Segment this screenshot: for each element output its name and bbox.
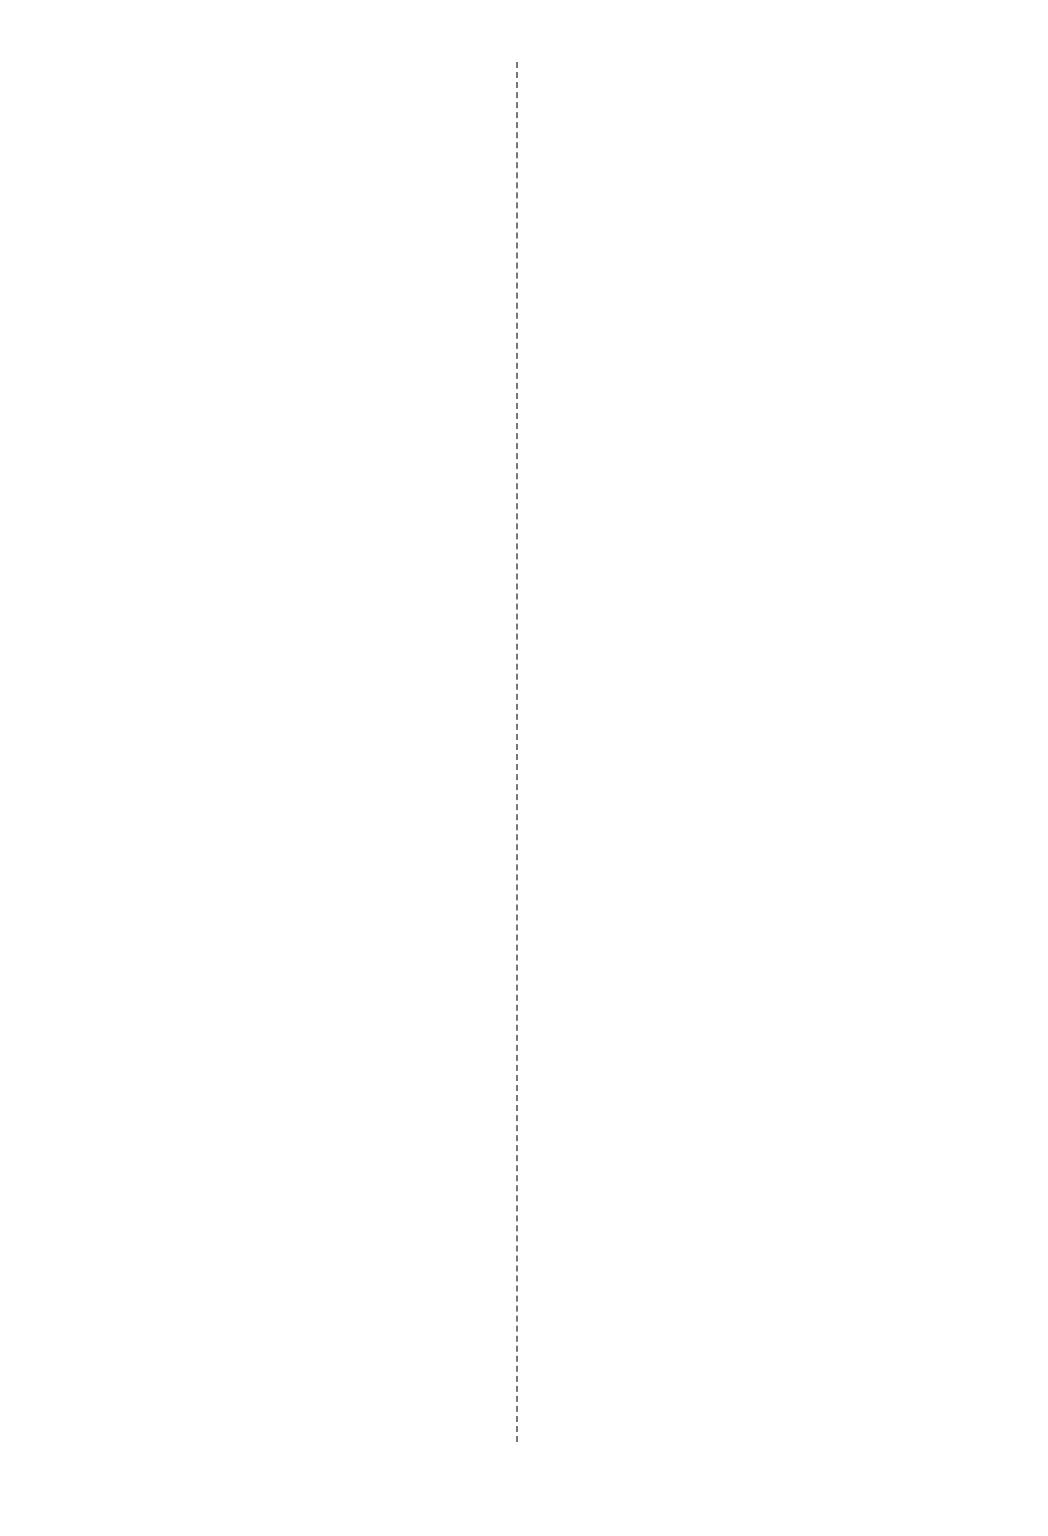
answer-line: [58, 215, 498, 240]
answer-line: [58, 924, 498, 949]
page-footer: [40, 1456, 940, 1494]
answer-line: [58, 469, 498, 494]
answer-line: [58, 1402, 498, 1427]
answer-line: [58, 519, 498, 544]
section-heading: [58, 645, 498, 672]
answer-line: [58, 494, 498, 519]
answer-line: [58, 1100, 498, 1125]
answer-line: [58, 366, 498, 391]
answer-line: [58, 823, 498, 848]
section-heading: [58, 62, 498, 89]
answer-line: [58, 1176, 498, 1201]
answer-line: [58, 1302, 498, 1327]
answer-line: [58, 873, 498, 898]
answer-line: [58, 89, 498, 114]
answer-line: [58, 240, 498, 265]
answer-line: [58, 798, 498, 823]
answer-line: [58, 544, 498, 569]
answer-line: [58, 1075, 498, 1100]
answer-line: [58, 291, 498, 316]
answer-line: [58, 1276, 498, 1301]
answer-line: [58, 1201, 498, 1226]
answer-line: [58, 1025, 498, 1050]
watermark-logo: [872, 1448, 1040, 1532]
answer-line: [58, 949, 498, 974]
answer-line: [58, 672, 498, 697]
answer-line: [58, 443, 498, 468]
answer-line: [58, 418, 498, 443]
answer-line: [58, 773, 498, 798]
answer-line: [58, 848, 498, 873]
column-divider: [516, 62, 518, 1442]
left-column: [58, 62, 498, 1428]
answer-line: [58, 1377, 498, 1402]
answer-line: [58, 1251, 498, 1276]
answer-line: [58, 620, 498, 645]
answer-line: [58, 190, 498, 215]
answer-line: [58, 748, 498, 773]
answer-line: [58, 697, 498, 722]
answer-line: [58, 1125, 498, 1150]
answer-line: [58, 341, 498, 366]
answer-line: [58, 569, 498, 594]
answer-line: [58, 722, 498, 747]
answer-line: [58, 316, 498, 341]
answer-line: [58, 595, 498, 620]
answer-line: [58, 1226, 498, 1251]
answer-line: [58, 899, 498, 924]
answer-line: [58, 165, 498, 190]
answer-line: [58, 139, 498, 164]
answer-line: [58, 1352, 498, 1377]
answer-line: [58, 999, 498, 1024]
answer-line: [58, 114, 498, 139]
answer-line: [58, 1327, 498, 1352]
answer-line: [58, 1151, 498, 1176]
answer-line: [58, 265, 498, 290]
answer-line: [58, 974, 498, 999]
section-heading: [58, 391, 498, 418]
answer-line: [58, 1050, 498, 1075]
